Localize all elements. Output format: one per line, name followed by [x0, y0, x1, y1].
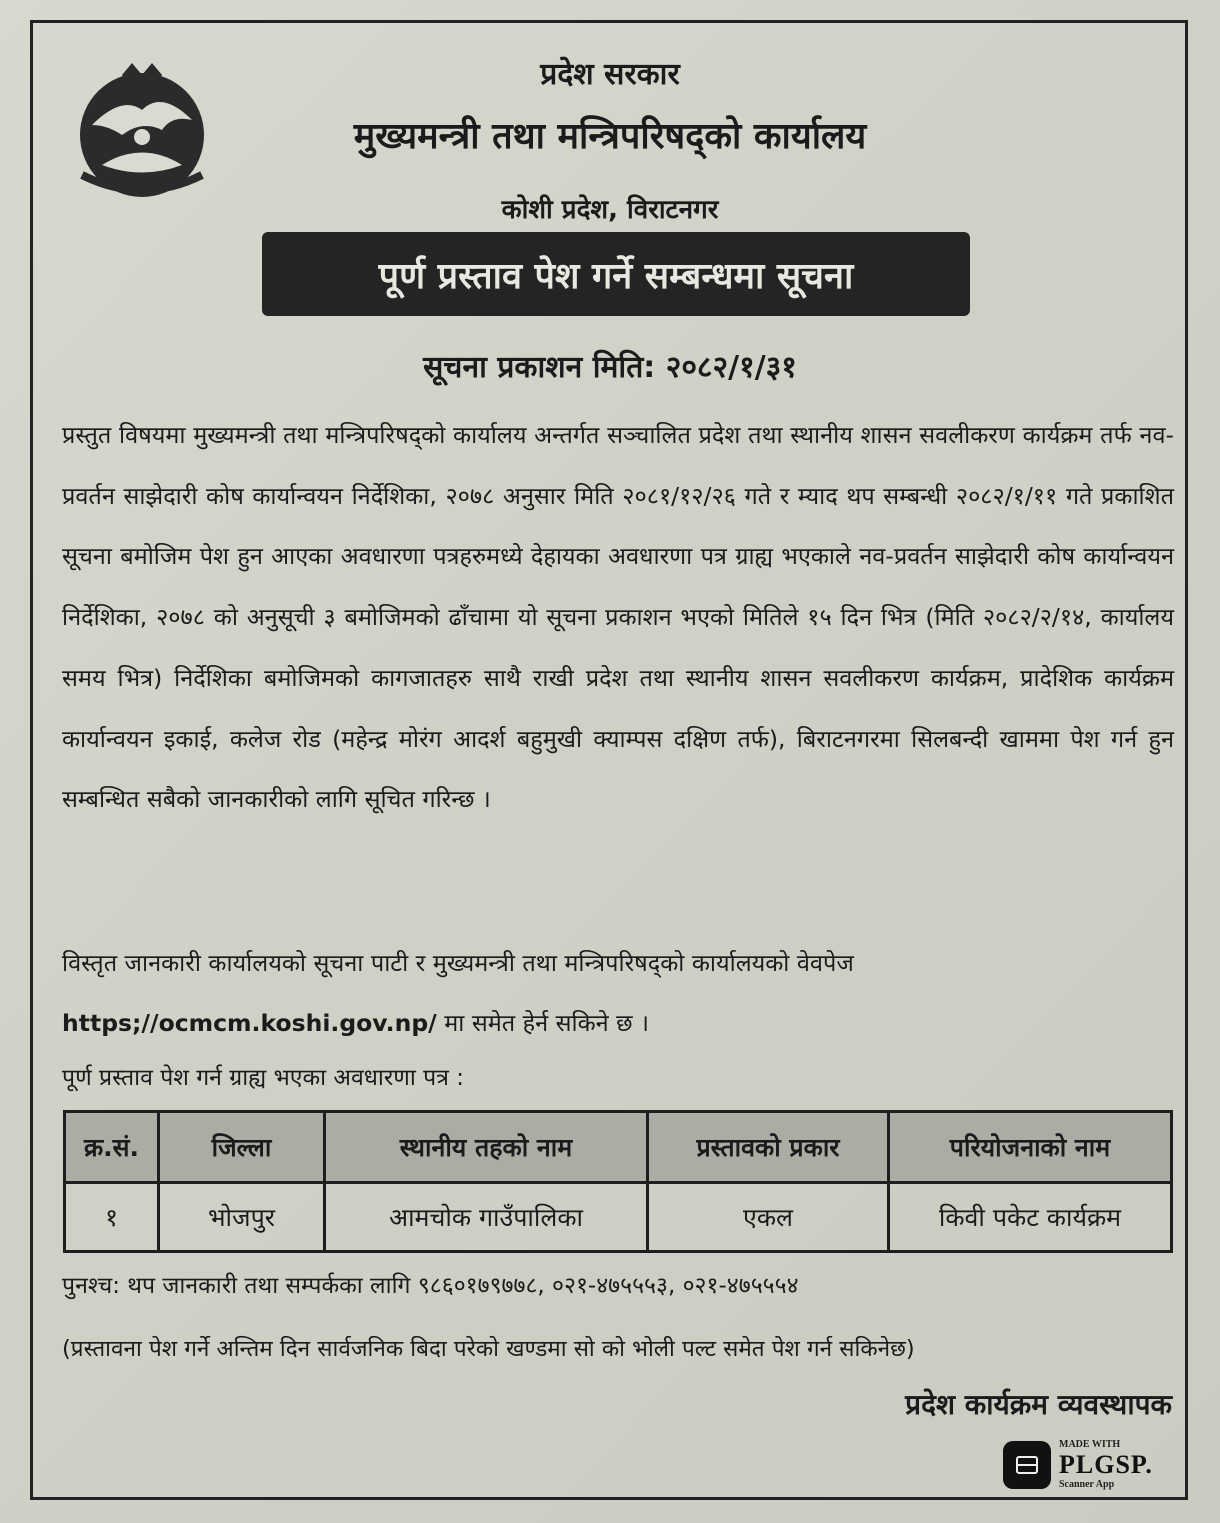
table-header-row: [65, 1112, 1172, 1183]
column-header-local-level: स्थानीय तहको नाम: [325, 1112, 648, 1183]
publish-date: सूचना प्रकाशन मिति: २०८२/१/३१: [423, 350, 797, 385]
plgsp-overlay: PLGSP.: [1059, 1450, 1153, 1479]
column-header-district: जिल्ला: [159, 1112, 325, 1183]
cell-district: भोजपुर: [159, 1183, 325, 1252]
watermark-text: [1059, 1440, 1153, 1490]
accepted-proposals-table: [63, 1110, 1173, 1253]
office-website-link[interactable]: https;//ocmcm.koshi.gov.np/: [62, 1009, 437, 1037]
contact-note: पुनश्च: थप जानकारी तथा सम्पर्कका लागि ९८६०१७९७७८, ०२१-४७५५५३, ०२१-४७५५५४: [62, 1273, 799, 1299]
cell-local-level: आमचोक गाउँपालिका: [325, 1183, 648, 1252]
body-paragraph-1: प्रस्तुत विषयमा मुख्यमन्त्री तथा मन्त्रिपरिषद्को कार्यालय अन्तर्गत सञ्चालित प्रदेश तथा स्थानीय शासन सवलीकरण कार्यक्रम तर्फ नव-प्रवर्तन साझेदारी कोष कार्यान्वयन निर्देशिका, २०७८ अनुसार मिति २०८१/१२/२६ गते र म्याद थप सम्बन्धी २०८२/१/११ गते प्रकाशित सूचना बमोजिम पेश हुन आएका अवधारणा पत्रहरुमध्ये देहायका अवधारणा पत्र ग्राह्य भएकाले नव-प्रवर्तन साझेदारी कोष कार्यान्वयन निर्देशिका, २०७८ को अनुसूची ३ बमोजिमको ढाँचामा यो सूचना प्रकाशन भएको मितिले १५ दिन भित्र (मिति २०८२/२/१४, कार्यालय समय भित्र) निर्देशिका बमोजिमको कागजातहरु साथै राखी प्रदेश तथा स्थानीय शासन सवलीकरण कार्यक्रम, प्रादेशिक कार्यक्रम कार्यान्वयन इकाई, कलेज रोड (महेन्द्र मोरंग आदर्श बहुमुखी क्याम्पस दक्षिण तर्फ), बिराटनगरमा सिलबन्दी खाममा पेश गर्न हुन सम्बन्धित सबैको जानकारीको लागि सूचित गरिन्छ ।: [62, 421, 1174, 814]
cell-serial: १: [65, 1183, 159, 1252]
list-caption: पूर्ण प्रस्ताव पेश गर्न ग्राह्य भएका अवधारणा पत्र :: [62, 1065, 464, 1091]
holiday-note: (प्रस्तावना पेश गर्ने अन्तिम दिन सार्वजनिक बिदा परेको खण्डमा सो को भोली पल्ट समेत पेश गर्न सकिनेछ): [62, 1336, 915, 1362]
app-name: Scanner App: [1059, 1479, 1115, 1490]
notice-title: पूर्ण प्रस्ताव पेश गर्ने सम्बन्धमा सूचना: [262, 232, 970, 316]
table-row: [65, 1183, 1172, 1252]
made-with-label: MADE WITH: [1059, 1439, 1121, 1450]
header-location: कोशी प्रदेश, विराटनगर: [501, 195, 719, 225]
paragraph-2-suffix: मा समेत हेर्न सकिने छ ।: [436, 1009, 650, 1037]
column-header-project-name: परियोजनाको नाम: [889, 1112, 1172, 1183]
header-government: प्रदेश सरकार: [540, 57, 680, 92]
paragraph-2-prefix: विस्तृत जानकारी कार्यालयको सूचना पाटी र मुख्यमन्त्री तथा मन्त्रिपरिषद्को कार्यालयको वेवपेज: [62, 949, 854, 977]
column-header-serial: क्र.सं.: [65, 1112, 159, 1183]
header-office-name: मुख्यमन्त्री तथा मन्त्रिपरिषद्को कार्यालय: [353, 116, 867, 157]
signature-designation: प्रदेश कार्यक्रम व्यवस्थापक: [905, 1388, 1172, 1421]
column-header-proposal-type: प्रस्तावको प्रकार: [648, 1112, 889, 1183]
cell-proposal-type: एकल: [648, 1183, 889, 1252]
nepal-emblem-logo: [62, 55, 222, 205]
cell-project-name: किवी पकेट कार्यक्रम: [889, 1183, 1172, 1252]
scanner-app-watermark: [1003, 1440, 1191, 1490]
body-paragraph-2: [62, 933, 1174, 1053]
scanner-app-icon: [1003, 1441, 1051, 1489]
